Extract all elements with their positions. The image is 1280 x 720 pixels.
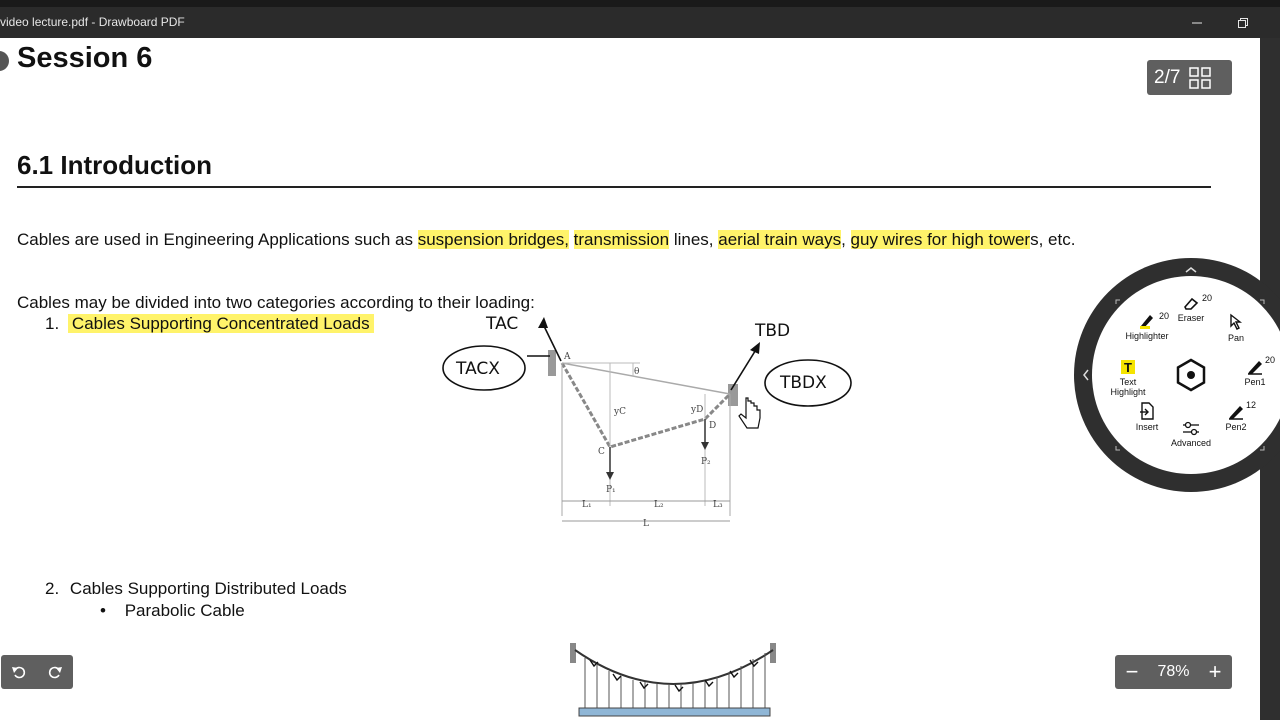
ink-tension-marks xyxy=(590,660,758,691)
bridge-deck xyxy=(579,708,770,716)
page-separator: / xyxy=(1164,66,1170,88)
list-item-label: Cables Supporting Distributed Loads xyxy=(69,579,347,598)
tool-label: Text xyxy=(1119,377,1137,387)
window-title: video lecture.pdf - Drawboard PDF xyxy=(0,15,185,29)
highlight-aerial-train-ways: aerial train ways xyxy=(718,230,842,249)
zoom-out-button[interactable]: − xyxy=(1125,659,1139,684)
sliders-icon xyxy=(1182,420,1200,436)
highlight-guy-wires: guy wires for high tower xyxy=(850,230,1031,249)
restore-icon xyxy=(1238,18,1248,28)
intro-separator-2: , xyxy=(841,230,846,249)
chord-line xyxy=(562,363,730,394)
intro-paragraph xyxy=(17,230,1075,250)
load-p2-arrowhead xyxy=(701,442,709,450)
label-theta: θ xyxy=(634,367,640,377)
pen1-size-badge: 20 xyxy=(1265,355,1276,365)
text-highlight-icon xyxy=(1120,359,1136,375)
zoom-in-button[interactable]: + xyxy=(1208,659,1222,684)
ink-tbd-arrow xyxy=(731,348,757,390)
label-c: C xyxy=(598,447,605,457)
pen-icon xyxy=(1246,357,1264,375)
right-tower xyxy=(770,643,776,663)
ink-tacx: TACX xyxy=(456,359,500,379)
intro-text: Cables are used in Engineering Applications such as xyxy=(17,230,413,249)
sub-bullet xyxy=(100,601,245,621)
redo-icon xyxy=(47,664,63,680)
ink-tbd: TBD xyxy=(755,321,791,341)
tool-text-highlight[interactable] xyxy=(1108,359,1148,397)
list-item xyxy=(45,579,347,599)
highlighter-icon xyxy=(1138,311,1156,329)
redo-button[interactable] xyxy=(37,655,73,689)
load-p1-arrowhead xyxy=(606,472,614,480)
label-yd: yD xyxy=(691,405,704,415)
ink-tbdx: TBDX xyxy=(780,373,827,393)
tool-label: Insert xyxy=(1135,422,1159,432)
highlight-transmission: transmission xyxy=(573,230,670,249)
tool-label: Pen1 xyxy=(1244,377,1266,387)
ink-tbd-arrowhead xyxy=(750,342,760,354)
list-item xyxy=(45,314,374,334)
undo-icon xyxy=(11,664,27,680)
tool-pan[interactable] xyxy=(1222,313,1250,343)
minimize-icon xyxy=(1192,18,1202,28)
tool-label: Advanced xyxy=(1170,438,1212,448)
session-heading: Session 6 xyxy=(17,42,153,74)
heading-divider xyxy=(17,186,1211,188)
list-number: 1. xyxy=(45,314,60,333)
ink-tac-arrowhead xyxy=(538,317,548,328)
page-number xyxy=(1154,67,1180,89)
eraser-icon xyxy=(1182,295,1200,311)
highlighter-size-badge: 20 xyxy=(1159,311,1170,321)
pdf-page[interactable] xyxy=(0,38,1260,720)
pointer-hand-icon xyxy=(739,398,760,428)
grid-view-icon[interactable] xyxy=(1189,67,1211,89)
categories-sentence: Cables may be divided into two categories according to their loading: xyxy=(17,293,535,312)
label-p1: P₁ xyxy=(606,485,616,495)
concentrated-load-figure xyxy=(430,306,870,531)
label-l3: L₃ xyxy=(713,500,723,510)
label-l: L xyxy=(643,519,649,529)
tool-label: Eraser xyxy=(1177,313,1205,323)
minimize-button[interactable] xyxy=(1174,7,1220,38)
svg-text:T: T xyxy=(1124,360,1132,375)
restore-button[interactable] xyxy=(1220,7,1266,38)
section-heading: 6.1 Introduction xyxy=(17,150,212,180)
label-d: D xyxy=(709,421,717,431)
tool-label: Highlighter xyxy=(1125,331,1169,341)
label-yc: yC xyxy=(614,407,626,417)
sub-bullet-label: Parabolic Cable xyxy=(124,601,245,620)
list-number: 2. xyxy=(45,579,60,598)
current-page: 2 xyxy=(1154,66,1165,88)
list-item-label: Cables Supporting Concentrated Loads xyxy=(68,314,374,333)
pan-icon xyxy=(1227,313,1245,331)
intro-separator: , xyxy=(564,230,569,249)
ink-tac: TAC xyxy=(486,314,519,334)
label-l2: L₂ xyxy=(654,500,664,510)
tool-insert[interactable] xyxy=(1132,402,1162,432)
hangers xyxy=(585,653,765,708)
tool-label: Pan xyxy=(1227,333,1244,343)
undo-redo-group xyxy=(1,655,73,689)
tool-label: Highlight xyxy=(1110,387,1146,397)
pen2-size-badge: 12 xyxy=(1246,400,1257,410)
left-tower xyxy=(570,643,576,663)
zoom-control xyxy=(1115,655,1232,689)
page-indicator[interactable] xyxy=(1147,60,1232,95)
parabolic-cable-figure xyxy=(565,638,795,720)
left-support xyxy=(548,350,556,376)
highlight-suspension-bridges: suspension bridges xyxy=(417,230,565,249)
eraser-size-badge: 20 xyxy=(1202,293,1213,303)
total-pages: 7 xyxy=(1169,66,1181,88)
sidebar-toggle-icon[interactable] xyxy=(0,47,11,75)
top-strip xyxy=(0,0,1280,7)
tool-advanced[interactable] xyxy=(1166,420,1216,448)
bullet-marker: • xyxy=(100,601,106,620)
label-a: A xyxy=(564,352,571,362)
center-dot xyxy=(1187,371,1195,379)
tool-label: Pen2 xyxy=(1225,422,1247,432)
title-bar xyxy=(0,7,1280,38)
undo-button[interactable] xyxy=(1,655,37,689)
zoom-level[interactable]: 78% xyxy=(1157,663,1190,680)
pen-icon xyxy=(1227,402,1245,420)
intro-tail: s, etc. xyxy=(1030,230,1076,249)
insert-icon xyxy=(1139,402,1155,420)
label-l1: L₁ xyxy=(582,500,592,510)
label-p2: P₂ xyxy=(701,457,711,467)
radial-tool-menu xyxy=(1074,257,1280,497)
intro-text-2: lines, xyxy=(673,230,714,249)
parabolic-cable xyxy=(575,650,773,684)
